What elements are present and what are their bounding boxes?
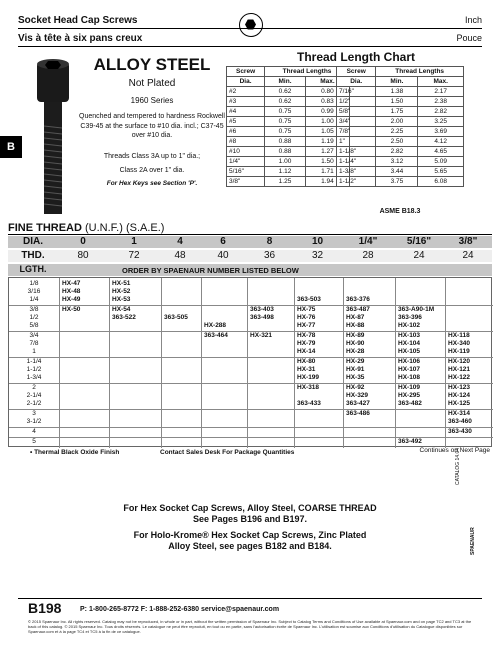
min-length-cell: 1.50 — [376, 97, 418, 107]
length-value: 3/8 — [29, 306, 39, 313]
diameter-cell: 5/16" — [406, 236, 432, 247]
part-number: HX-288 — [204, 322, 227, 329]
min-length-cell: 0.62 — [265, 97, 306, 107]
grid-column-divider — [247, 278, 248, 448]
screw-dia-cell: 1-3/8" — [337, 167, 376, 177]
part-number: HX-329 — [346, 392, 369, 399]
part-number: HX-88 — [346, 322, 365, 329]
grid-row-divider — [9, 427, 493, 428]
part-number: HX-28 — [346, 348, 365, 355]
max-length-cell: 1.27 — [305, 147, 349, 157]
part-number: HX-53 — [112, 296, 131, 303]
finish-footnote: • Thermal Black Oxide Finish — [30, 449, 120, 456]
min-length-cell: 1.00 — [265, 157, 306, 167]
min-length-cell: 2.00 — [376, 117, 418, 127]
order-instruction: ORDER BY SPAENAUR NUMBER LISTED BELOW — [122, 266, 299, 275]
screw-dia-cell: 7/8" — [337, 127, 376, 137]
screw-dia-cell: #8 — [227, 137, 265, 147]
screw-dia-cell: 5/8" — [337, 107, 376, 117]
unit-label-french: Pouce — [456, 33, 482, 43]
dia-label: DIA. — [23, 236, 43, 247]
grid-column-divider — [109, 278, 110, 448]
screw-dia-cell: #10 — [227, 147, 265, 157]
length-value: 4 — [32, 428, 36, 435]
fine-thread-title — [8, 222, 164, 234]
part-number: 363-433 — [297, 400, 321, 407]
min-length-cell: 1.38 — [376, 87, 418, 97]
max-length-cell: 1.00 — [305, 117, 349, 127]
thread-length-table-left — [226, 66, 350, 187]
max-length-cell: 2.38 — [418, 97, 464, 107]
screw-dia-cell: #6 — [227, 127, 265, 137]
thread-length-row — [227, 107, 350, 117]
part-number: HX-122 — [448, 374, 471, 381]
min-length-cell: 2.50 — [376, 137, 418, 147]
min-length-cell: 1.75 — [376, 107, 418, 117]
part-number: 363-492 — [398, 438, 422, 445]
part-number: HX-78 — [297, 332, 316, 339]
thread-length-row — [227, 117, 350, 127]
part-number: HX-47 — [62, 280, 81, 287]
continues-note: Continues on Next Page — [419, 447, 490, 454]
threads-class-over: Class 2A over 1" dia. — [119, 167, 185, 174]
grid-column-divider — [343, 278, 344, 448]
max-length-cell: 1.05 — [305, 127, 349, 137]
max-length-cell: 1.94 — [305, 177, 349, 187]
thread-count-cell: 40 — [217, 250, 229, 261]
length-value: 1-1/2 — [26, 366, 42, 373]
col-screw: Screw — [227, 67, 265, 77]
col-thread-lengths: Thread Lengths — [376, 67, 464, 77]
part-number: 363-482 — [398, 400, 422, 407]
reference-line: For Holo-Krome® Hex Socket Cap Screws, Zinc Plated — [133, 530, 367, 540]
diameter-row — [8, 236, 492, 248]
min-length-cell: 0.75 — [265, 117, 306, 127]
max-length-cell: 6.08 — [418, 177, 464, 187]
part-number: HX-77 — [297, 322, 316, 329]
part-number: HX-123 — [448, 384, 471, 391]
length-value: 3 — [32, 410, 36, 417]
diameter-cell: 10 — [311, 236, 324, 247]
max-length-cell: 5.09 — [418, 157, 464, 167]
standard-label: ASME B18.3 — [379, 208, 421, 215]
max-length-cell: 3.25 — [418, 117, 464, 127]
thread-count-cell: 28 — [362, 250, 374, 261]
thread-count-cell: 80 — [77, 250, 89, 261]
thread-length-row — [227, 127, 350, 137]
max-length-cell: 0.83 — [305, 97, 349, 107]
contact-info: P: 1-800-265-8772 F: 1-888-252-6380 service@spaenaur.com — [80, 606, 280, 613]
min-length-cell: 1.12 — [265, 167, 306, 177]
screw-dia-cell: 3/8" — [227, 177, 265, 187]
thread-count-cell: 32 — [311, 250, 324, 261]
thread-length-row — [227, 177, 350, 187]
screw-dia-cell: 1-1/4" — [337, 157, 376, 167]
screw-dia-cell: #2 — [227, 87, 265, 97]
part-number: HX-125 — [448, 400, 471, 407]
min-length-cell: 3.75 — [376, 177, 418, 187]
col-dia: Dia. — [337, 77, 376, 87]
min-length-cell: 0.75 — [265, 127, 306, 137]
part-number: HX-107 — [398, 366, 421, 373]
screw-dia-cell: #3 — [227, 97, 265, 107]
threads-class: Threads Class 3A up to 1" dia.; — [103, 153, 201, 160]
part-number: HX-119 — [448, 348, 470, 355]
reference-line: Alloy Steel, see pages B182 and B184. — [168, 541, 332, 551]
length-value: 3-1/2 — [26, 418, 42, 425]
part-number: 363-464 — [204, 332, 228, 339]
diameter-cell: 3/8" — [458, 236, 478, 247]
part-number: HX-14 — [297, 348, 316, 355]
part-number: 363-396 — [398, 314, 422, 321]
max-length-cell: 4.65 — [418, 147, 464, 157]
thread-length-row — [337, 117, 464, 127]
min-length-cell: 2.25 — [376, 127, 418, 137]
length-value: 5/8 — [29, 322, 39, 329]
length-value: 1-1/4 — [26, 358, 42, 365]
max-length-cell: 1.19 — [305, 137, 349, 147]
thread-length-row — [337, 127, 464, 137]
part-number: HX-49 — [62, 296, 81, 303]
catalog-label: CATALOG 14.04 — [455, 447, 461, 485]
part-number: 363-376 — [346, 296, 370, 303]
part-number: HX-340 — [448, 340, 471, 347]
diameter-cell: 6 — [220, 236, 226, 247]
length-value: 2-1/4 — [26, 392, 42, 399]
length-value: 1/2 — [29, 314, 39, 321]
part-number: 363-505 — [164, 314, 188, 321]
thread-length-row — [227, 147, 350, 157]
max-length-cell: 4.12 — [418, 137, 464, 147]
diameter-cell: 0 — [80, 236, 86, 247]
max-length-cell: 1.50 — [305, 157, 349, 167]
length-value: 1/4 — [29, 296, 39, 303]
screw-dia-cell: 1/4" — [227, 157, 265, 167]
fine-thread-divider — [8, 234, 492, 235]
max-length-cell: 5.65 — [418, 167, 464, 177]
max-length-cell: 2.82 — [418, 107, 464, 117]
min-length-cell: 3.12 — [376, 157, 418, 167]
thread-length-chart-title: Thread Length Chart — [296, 50, 415, 64]
part-number: HX-118 — [448, 332, 470, 339]
thread-length-row — [337, 97, 464, 107]
max-length-cell: 0.99 — [305, 107, 349, 117]
part-number: HX-52 — [112, 288, 131, 295]
part-number: HX-75 — [297, 306, 316, 313]
thread-length-row — [337, 87, 464, 97]
page-number: B198 — [28, 600, 62, 616]
min-length-cell: 0.75 — [265, 107, 306, 117]
col-thread-lengths: Thread Lengths — [265, 67, 350, 77]
part-number: HX-29 — [346, 358, 365, 365]
hex-keys-note: For Hex Keys see Section 'P'. — [106, 180, 198, 187]
thread-length-row — [337, 167, 464, 177]
min-length-cell: 1.25 — [265, 177, 306, 187]
thread-count-cell: 72 — [128, 250, 140, 261]
diameter-cell: 8 — [266, 236, 273, 247]
part-number: HX-54 — [112, 306, 131, 313]
thread-length-row — [227, 87, 350, 97]
part-number: HX-318 — [297, 384, 320, 391]
part-number: HX-79 — [297, 340, 316, 347]
length-value: 3/4 — [29, 332, 39, 339]
part-number: HX-91 — [346, 366, 365, 373]
min-length-cell: 0.62 — [265, 87, 306, 97]
part-number: HX-121 — [448, 366, 471, 373]
screw-dia-cell: 1" — [337, 137, 376, 147]
part-number: HX-199 — [297, 374, 320, 381]
diameter-cell: 4 — [177, 236, 183, 247]
length-value: 5 — [32, 438, 36, 445]
col-min: Min. — [265, 77, 306, 87]
max-length-cell: 1.71 — [305, 167, 349, 177]
thread-count-cell: 24 — [413, 250, 425, 261]
thread-count-cell: 36 — [263, 250, 276, 261]
part-number: HX-108 — [398, 374, 421, 381]
footer-divider — [18, 598, 482, 599]
screw-dia-cell: 1-1/8" — [337, 147, 376, 157]
part-number: 363-460 — [448, 418, 472, 425]
part-number-grid — [8, 277, 492, 447]
thread-length-row — [337, 177, 464, 187]
screw-dia-cell: 3/4" — [337, 117, 376, 127]
diameter-cell: 1 — [131, 236, 137, 247]
hex-socket-icon — [239, 13, 263, 37]
col-min: Min. — [376, 77, 418, 87]
part-number: HX-124 — [448, 392, 471, 399]
part-number: 363-503 — [297, 296, 321, 303]
part-number: 363-403 — [250, 306, 274, 313]
max-length-cell: 3.69 — [418, 127, 464, 137]
col-max: Max. — [305, 77, 349, 87]
grid-column-divider — [201, 278, 202, 448]
unit-label: Inch — [464, 15, 482, 25]
thread-length-row — [337, 137, 464, 147]
diameter-cell: 1/4" — [358, 236, 378, 247]
length-value: 2 — [32, 384, 36, 391]
part-number: HX-104 — [398, 340, 421, 347]
min-length-cell: 0.88 — [265, 137, 306, 147]
grid-column-divider — [161, 278, 162, 448]
min-length-cell: 2.82 — [376, 147, 418, 157]
copyright-notice: © 2015 Spaenaur Inc. All rights reserved. Catalog may not be reproduced, in whole or in part, without the written permission of Spaenaur Inc. Subject to Catalog Terms and Conditions of Use available at Spaenaur.com and on page TC2 and TC3 at the back of this catalog. © 2015 Spaenaur Inc. Tous droits réservés. Le catalogue ne peut être reproduit, en tout ou en partie, sans l'autorisation écrite de Spaenaur Inc. L'utilisation est soumise aux Conditions d'utilisation du Catalogue disponibles sur Spaenaur.com et à la page TC4 et TC5 à la fin de ce catalogue. — [28, 619, 472, 634]
socket-cap-screw-image — [33, 56, 73, 216]
product-name: ALLOY STEEL — [93, 55, 211, 74]
part-number: HX-314 — [448, 410, 471, 417]
part-number: HX-321 — [250, 332, 273, 339]
thread-row — [8, 250, 492, 262]
product-treatment: Quenched and tempered to hardness Rockwell C39-45 at the surface to #10 dia. incl.; C37-45 over #10 dia. — [79, 113, 225, 139]
col-max: Max. — [418, 77, 464, 87]
part-number: HX-48 — [62, 288, 81, 295]
grid-row-divider — [9, 383, 493, 384]
part-number: HX-35 — [346, 374, 365, 381]
length-value: 2-1/2 — [26, 400, 42, 407]
screw-dia-cell: #4 — [227, 107, 265, 117]
part-number: HX-50 — [62, 306, 81, 313]
part-number: HX-105 — [398, 348, 421, 355]
screw-dia-cell: 1-1/2" — [337, 177, 376, 187]
part-number: 363-522 — [112, 314, 136, 321]
thread-length-row — [227, 97, 350, 107]
header-divider — [18, 46, 482, 47]
part-number: 363-430 — [448, 428, 472, 435]
part-number: HX-80 — [297, 358, 316, 365]
part-number: HX-102 — [398, 322, 421, 329]
part-number: HX-92 — [346, 384, 365, 391]
part-number: HX-87 — [346, 314, 365, 321]
reference-line: See Pages B196 and B197. — [192, 514, 308, 524]
part-number: HX-31 — [297, 366, 316, 373]
thread-length-row — [227, 167, 350, 177]
part-number: HX-120 — [448, 358, 471, 365]
part-number: HX-76 — [297, 314, 316, 321]
thread-length-row — [337, 107, 464, 117]
screw-dia-cell: 1/2" — [337, 97, 376, 107]
product-finish: Not Plated — [128, 78, 176, 89]
thread-length-row — [227, 157, 350, 167]
section-tab: B — [0, 136, 22, 158]
part-number: 363-486 — [346, 410, 370, 417]
product-series: 1960 Series — [130, 96, 174, 105]
part-number: 363-498 — [250, 314, 274, 321]
grid-column-divider — [395, 278, 396, 448]
part-number: 363-427 — [346, 400, 370, 407]
grid-column-divider — [445, 278, 446, 448]
max-length-cell: 0.80 — [305, 87, 349, 97]
part-number: HX-109 — [398, 384, 421, 391]
col-dia: Dia. — [227, 77, 265, 87]
thread-length-table-right — [336, 66, 464, 187]
grid-column-divider — [59, 278, 60, 448]
screw-dia-cell: 7/16" — [337, 87, 376, 97]
min-length-cell: 0.88 — [265, 147, 306, 157]
part-number: HX-106 — [398, 358, 421, 365]
part-number: 363-A90-1M — [398, 306, 435, 313]
length-value: 7/8 — [29, 340, 39, 347]
thread-count-cell: 48 — [174, 250, 186, 261]
page-title: Socket Head Cap Screws — [18, 15, 138, 26]
thread-count-cell: 24 — [462, 250, 474, 261]
fine-thread-title-rest: (U.N.F.) (S.A.E.) — [81, 222, 165, 234]
part-number: HX-90 — [346, 340, 365, 347]
min-length-cell: 3.44 — [376, 167, 418, 177]
thread-length-row — [337, 157, 464, 167]
thread-length-row — [227, 137, 350, 147]
contact-footnote: Contact Sales Desk For Package Quantities — [160, 449, 295, 456]
length-value: 3/16 — [27, 288, 41, 295]
length-value: 1/8 — [29, 280, 39, 287]
reference-line: For Hex Socket Cap Screws, Alloy Steel, COARSE THREAD — [123, 503, 377, 513]
thread-length-row — [337, 147, 464, 157]
grid-column-divider — [294, 278, 295, 448]
col-screw: Screw — [337, 67, 376, 77]
screw-dia-cell: #5 — [227, 117, 265, 127]
grid-row-divider — [9, 409, 493, 410]
brand-label: SPAENAUR — [470, 527, 476, 555]
lgth-label: LGTH. — [19, 264, 47, 274]
page-title-french: Vis à tête à six pans creux — [18, 33, 143, 44]
max-length-cell: 2.17 — [418, 87, 464, 97]
grid-row-divider — [9, 357, 493, 358]
thd-label: THD. — [21, 250, 45, 261]
length-value: 1 — [32, 348, 36, 355]
part-number: 363-487 — [346, 306, 370, 313]
fine-thread-title-bold: FINE THREAD — [8, 222, 82, 234]
length-value: 1-3/4 — [26, 374, 42, 381]
part-number: HX-103 — [398, 332, 421, 339]
part-number: HX-295 — [398, 392, 421, 399]
screw-dia-cell: 5/16" — [227, 167, 265, 177]
part-number: HX-89 — [346, 332, 365, 339]
part-number: HX-51 — [112, 280, 131, 287]
